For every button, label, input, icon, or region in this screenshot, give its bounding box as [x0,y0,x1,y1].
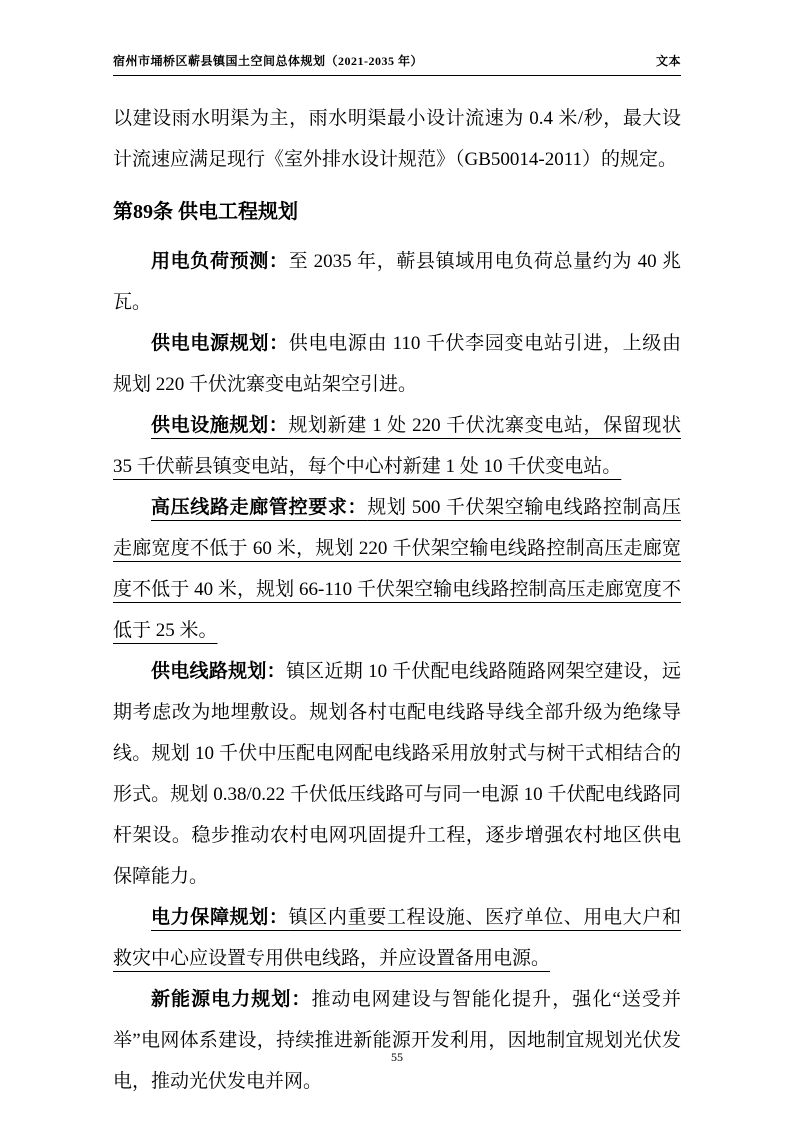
paragraph-power-source-plan [113,323,681,405]
page-body [113,98,681,1102]
paragraph-load-forecast [113,241,681,323]
paragraph-text: 规划 500 千伏架空输电线路控制高压走廊宽度不低于 60 米，规划 220 千伏架空输电线路控制高压走廊宽度不低于 40 米，规划 66-110 千伏架空输电线路控制高压走廊宽度不低于 25 米。 [113,497,681,641]
paragraph-text: 以建设雨水明渠为主，雨水明渠最小设计流速为 0.4 米/秒，最大设计流速应满足现行《室外排水设计规范》（GB50014-2011）的规定。 [113,108,681,170]
paragraph-facility-plan [113,405,681,487]
header-document-title: 宿州市埇桥区蕲县镇国土空间总体规划（2021-2035 年） [113,54,423,68]
paragraph-label: 新能源电力规划： [151,989,312,1010]
paragraph-text: 至 2035 年，蕲县镇域用电负荷总量约为 40 兆瓦。 [113,251,681,313]
paragraph-continuation [113,98,681,180]
page-footer [0,1050,794,1065]
header-doc-type-label: 文本 [655,54,681,68]
paragraph-text: 供电电源由 110 千伏李园变电站引进，上级由规划 220 千伏沈寨变电站架空引进。 [113,333,681,395]
page-number: 55 [391,1050,403,1064]
page-header [113,52,681,76]
paragraph-corridor-control [113,487,681,651]
article-heading: 第89条 供电工程规划 [113,201,298,223]
paragraph-label: 用电负荷预测： [151,251,289,272]
paragraph-label: 供电电源规划： [151,333,289,354]
paragraph-text: 推动电网建设与智能化提升，强化“送受并举”电网体系建设，持续推进新能源开发利用，因地制宜规划光伏发电，推动光伏发电并网。 [113,989,681,1092]
paragraph-label: 电力保障规划： [151,907,289,928]
paragraph-text: 镇区内重要工程设施、医疗单位、用电大户和救灾中心应设置专用供电线路，并应设置备用电源。 [113,907,681,969]
paragraph-text: 规划新建 1 处 220 千伏沈寨变电站，保留现状 35 千伏蕲县镇变电站，每个中心村新建 1 处 10 千伏变电站。 [113,415,681,477]
paragraph-label: 高压线路走廊管控要求： [151,497,368,518]
paragraph-power-security [113,897,681,979]
paragraph-new-energy-plan [113,979,681,1102]
paragraph-line-plan [113,651,681,897]
paragraph-text: 镇区近期 10 千伏配电线路随路网架空建设，远期考虑改为地埋敷设。规划各村屯配电线路导线全部升级为绝缘导线。规划 10 千伏中压配电网配电线路采用放射式与树干式相结合的形式。规划 0.38/0.22 千伏低压线路可与同一电源 10 千伏配电线路同杆架设。稳步推动农村电网巩固提升工程，逐步增强农村地区供电保障能力。 [113,661,681,887]
paragraph-label: 供电设施规划： [151,415,289,436]
paragraph-label: 供电线路规划： [151,661,286,682]
